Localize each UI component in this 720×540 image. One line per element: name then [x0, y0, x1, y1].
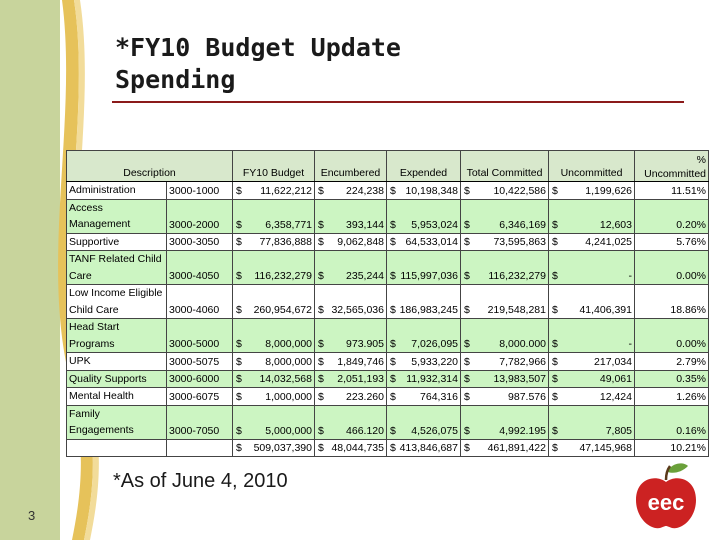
row-encumbered: 9,062,848 — [337, 236, 384, 248]
row-description: Quality Supports — [67, 370, 167, 388]
row-expended-cell — [387, 285, 461, 319]
row-total-committed: 13,983,507 — [493, 373, 546, 385]
currency-symbol: $ — [552, 304, 558, 316]
row-encumbered-cell — [315, 199, 387, 233]
row-pct-uncommitted: 11.51% — [635, 182, 709, 200]
row-uncommitted-cell — [549, 285, 635, 319]
row-uncommitted-cell — [549, 370, 635, 388]
row-uncommitted: 217,034 — [594, 355, 632, 368]
currency-symbol: $ — [390, 218, 396, 231]
row-description: Low Income Eligible Child Care — [67, 285, 167, 319]
row-description: Family Engagements — [67, 405, 167, 439]
row-expended: 4,526,075 — [411, 424, 458, 437]
currency-symbol: $ — [390, 270, 396, 282]
header-expended: Expended — [387, 151, 461, 182]
currency-symbol: $ — [236, 304, 242, 316]
row-expended: 7,026,095 — [411, 338, 458, 350]
slide-title-line-2: Spending — [115, 65, 236, 94]
row-uncommitted: 12,424 — [599, 390, 632, 403]
row-total-committed: 7,782,966 — [499, 355, 546, 368]
row-total-committed: 219,548,281 — [487, 304, 546, 316]
row-uncommitted: 12,603 — [599, 218, 632, 231]
currency-symbol: $ — [464, 390, 470, 403]
page-number: 3 — [28, 508, 36, 523]
row-expended-cell — [387, 251, 461, 285]
logo-leaf-icon — [668, 463, 688, 472]
totals-expended: 413,846,687 — [399, 441, 458, 454]
row-account-code: 3000-2000 — [167, 199, 233, 233]
currency-symbol: $ — [236, 373, 242, 385]
row-uncommitted: - — [628, 270, 632, 282]
currency-symbol: $ — [390, 441, 396, 454]
table-body — [67, 182, 709, 440]
row-budget-cell — [233, 370, 315, 388]
totals-encumbered-cell — [315, 439, 387, 456]
header-pct-symbol: % — [696, 154, 706, 166]
totals-budget: 509,037,390 — [253, 441, 312, 454]
currency-symbol: $ — [390, 236, 396, 248]
row-budget: 5,000,000 — [265, 424, 312, 437]
currency-symbol: $ — [464, 373, 470, 385]
currency-symbol: $ — [552, 236, 558, 248]
row-expended: 764,316 — [420, 390, 458, 403]
row-budget: 6,358,771 — [265, 218, 312, 231]
row-pct-uncommitted: 0.20% — [635, 199, 709, 233]
row-expended-cell — [387, 199, 461, 233]
currency-symbol: $ — [464, 304, 470, 316]
currency-symbol: $ — [390, 184, 396, 197]
row-budget-cell — [233, 353, 315, 371]
row-total-committed: 4,992.195 — [499, 424, 546, 437]
header-description: Description — [67, 151, 233, 182]
row-budget-cell — [233, 319, 315, 353]
row-total-committed: 73,595,863 — [493, 236, 546, 248]
row-encumbered: 466.120 — [346, 424, 384, 437]
currency-symbol: $ — [390, 390, 396, 403]
row-encumbered-cell — [315, 405, 387, 439]
row-budget-cell — [233, 405, 315, 439]
table-row — [67, 353, 709, 371]
row-encumbered: 973.905 — [346, 338, 384, 350]
header-fy10-budget: FY10 Budget — [233, 151, 315, 182]
row-encumbered: 223.260 — [346, 390, 384, 403]
totals-desc-blank — [67, 439, 167, 456]
row-total-committed-cell — [461, 251, 549, 285]
row-encumbered: 393,144 — [346, 218, 384, 231]
row-encumbered-cell — [315, 233, 387, 251]
currency-symbol: $ — [236, 270, 242, 282]
currency-symbol: $ — [318, 373, 324, 385]
currency-symbol: $ — [236, 390, 242, 403]
row-account-code: 3000-5000 — [167, 319, 233, 353]
currency-symbol: $ — [390, 373, 396, 385]
row-uncommitted-cell — [549, 319, 635, 353]
row-encumbered-cell — [315, 319, 387, 353]
currency-symbol: $ — [236, 218, 242, 231]
currency-symbol: $ — [552, 355, 558, 368]
row-total-committed-cell — [461, 182, 549, 200]
currency-symbol: $ — [464, 441, 470, 454]
row-pct-uncommitted: 0.00% — [635, 319, 709, 353]
totals-pct: 10.21% — [635, 439, 709, 456]
row-expended-cell — [387, 319, 461, 353]
currency-symbol: $ — [552, 218, 558, 231]
row-budget: 11,622,212 — [260, 184, 312, 197]
row-uncommitted-cell — [549, 405, 635, 439]
currency-symbol: $ — [464, 270, 470, 282]
row-account-code: 3000-6000 — [167, 370, 233, 388]
row-expended-cell — [387, 370, 461, 388]
currency-symbol: $ — [464, 236, 470, 248]
row-description: Supportive — [67, 233, 167, 251]
row-total-committed: 6,346,169 — [499, 218, 546, 231]
slide-title — [115, 32, 675, 96]
footnote: *As of June 4, 2010 — [113, 470, 288, 492]
currency-symbol: $ — [236, 441, 242, 454]
row-budget-cell — [233, 285, 315, 319]
row-expended: 5,933,220 — [411, 355, 458, 368]
row-total-committed: 116,232,279 — [488, 270, 546, 282]
row-description: TANF Related Child Care — [67, 251, 167, 285]
row-budget-cell — [233, 182, 315, 200]
row-encumbered: 32,565,036 — [331, 304, 384, 316]
currency-symbol: $ — [464, 424, 470, 437]
currency-symbol: $ — [552, 270, 558, 282]
table-row — [67, 405, 709, 439]
currency-symbol: $ — [464, 184, 470, 197]
totals-encumbered: 48,044,735 — [331, 441, 384, 454]
currency-symbol: $ — [318, 424, 324, 437]
totals-budget-cell — [233, 439, 315, 456]
currency-symbol: $ — [318, 184, 324, 197]
totals-total-committed-cell — [461, 439, 549, 456]
table-row — [67, 251, 709, 285]
logo-stem-icon — [666, 466, 670, 480]
row-account-code: 3000-1000 — [167, 182, 233, 200]
row-description: Access Management — [67, 199, 167, 233]
row-budget: 260,954,672 — [253, 304, 312, 316]
row-budget: 1,000,000 — [265, 390, 312, 403]
row-total-committed-cell — [461, 319, 549, 353]
row-budget: 8,000,000 — [265, 338, 312, 350]
logo-text: eec — [647, 490, 685, 515]
row-uncommitted-cell — [549, 199, 635, 233]
table-row — [67, 370, 709, 388]
row-total-committed: 10,422,586 — [493, 184, 546, 197]
currency-symbol: $ — [236, 338, 242, 350]
row-budget-cell — [233, 233, 315, 251]
row-pct-uncommitted: 18.86% — [635, 285, 709, 319]
row-budget-cell — [233, 199, 315, 233]
row-budget: 116,232,279 — [254, 270, 312, 282]
row-pct-uncommitted: 0.35% — [635, 370, 709, 388]
row-uncommitted: 4,241,025 — [585, 236, 632, 248]
row-budget: 8,000,000 — [265, 355, 312, 368]
table-row — [67, 233, 709, 251]
currency-symbol: $ — [552, 390, 558, 403]
totals-expended-cell — [387, 439, 461, 456]
row-expended-cell — [387, 405, 461, 439]
row-uncommitted-cell — [549, 251, 635, 285]
row-total-committed: 8,000.000 — [499, 338, 546, 350]
row-total-committed: 987.576 — [508, 390, 546, 403]
header-encumbered: Encumbered — [315, 151, 387, 182]
row-budget-cell — [233, 251, 315, 285]
row-expended: 11,932,314 — [406, 373, 458, 385]
currency-symbol: $ — [552, 441, 558, 454]
currency-symbol: $ — [236, 236, 242, 248]
row-total-committed-cell — [461, 199, 549, 233]
totals-code-blank — [167, 439, 233, 456]
table-row — [67, 285, 709, 319]
currency-symbol: $ — [390, 304, 396, 316]
currency-symbol: $ — [318, 355, 324, 368]
row-total-committed-cell — [461, 405, 549, 439]
row-expended-cell — [387, 233, 461, 251]
row-account-code: 3000-4050 — [167, 251, 233, 285]
row-expended: 64,533,014 — [405, 236, 458, 248]
row-pct-uncommitted: 0.00% — [635, 251, 709, 285]
row-encumbered-cell — [315, 353, 387, 371]
row-expended: 5,953,024 — [411, 218, 458, 231]
header-pct-uncommitted — [635, 151, 709, 182]
row-account-code: 3000-6075 — [167, 388, 233, 406]
currency-symbol: $ — [236, 184, 242, 197]
row-uncommitted-cell — [549, 353, 635, 371]
header-pct-label: Uncommitted — [644, 168, 706, 180]
row-budget-cell — [233, 388, 315, 406]
currency-symbol: $ — [318, 270, 324, 282]
totals-total-committed: 461,891,422 — [487, 441, 546, 454]
row-expended: 10,198,348 — [405, 184, 458, 197]
row-description: Mental Health — [67, 388, 167, 406]
row-uncommitted-cell — [549, 388, 635, 406]
row-expended: 186,983,245 — [399, 304, 458, 316]
row-expended-cell — [387, 353, 461, 371]
currency-symbol: $ — [390, 355, 396, 368]
row-encumbered-cell — [315, 285, 387, 319]
row-account-code: 3000-7050 — [167, 405, 233, 439]
currency-symbol: $ — [464, 355, 470, 368]
row-uncommitted: - — [628, 338, 632, 350]
row-description: UPK — [67, 353, 167, 371]
row-uncommitted-cell — [549, 182, 635, 200]
row-encumbered-cell — [315, 251, 387, 285]
currency-symbol: $ — [390, 338, 396, 350]
currency-symbol: $ — [464, 338, 470, 350]
row-pct-uncommitted: 1.26% — [635, 388, 709, 406]
table-row — [67, 199, 709, 233]
currency-symbol: $ — [552, 373, 558, 385]
row-pct-uncommitted: 5.76% — [635, 233, 709, 251]
row-budget: 14,032,568 — [259, 373, 312, 385]
totals-uncommitted: 47,145,968 — [579, 441, 632, 454]
row-description: Head Start Programs — [67, 319, 167, 353]
row-pct-uncommitted: 2.79% — [635, 353, 709, 371]
totals-row — [67, 439, 709, 456]
currency-symbol: $ — [236, 424, 242, 437]
totals-uncommitted-cell — [549, 439, 635, 456]
currency-symbol: $ — [318, 441, 324, 454]
table-row — [67, 388, 709, 406]
row-uncommitted-cell — [549, 233, 635, 251]
header-total-committed: Total Committed — [461, 151, 549, 182]
eec-apple-logo — [630, 460, 702, 532]
currency-symbol: $ — [318, 236, 324, 248]
row-budget: 77,836,888 — [259, 236, 312, 248]
row-expended-cell — [387, 388, 461, 406]
title-divider — [112, 101, 684, 103]
row-total-committed-cell — [461, 233, 549, 251]
row-encumbered-cell — [315, 388, 387, 406]
currency-symbol: $ — [552, 338, 558, 350]
row-uncommitted: 41,406,391 — [579, 304, 632, 316]
row-encumbered: 235,244 — [346, 270, 384, 282]
row-pct-uncommitted: 0.16% — [635, 405, 709, 439]
currency-symbol: $ — [552, 184, 558, 197]
budget-table — [66, 150, 709, 457]
table-row — [67, 182, 709, 200]
table-row — [67, 319, 709, 353]
row-total-committed-cell — [461, 388, 549, 406]
currency-symbol: $ — [236, 355, 242, 368]
row-encumbered: 2,051,193 — [337, 373, 384, 385]
row-account-code: 3000-3050 — [167, 233, 233, 251]
currency-symbol: $ — [464, 218, 470, 231]
row-total-committed-cell — [461, 353, 549, 371]
row-uncommitted: 49,061 — [599, 373, 632, 385]
row-encumbered: 224,238 — [346, 184, 384, 197]
row-expended: 115,997,036 — [400, 270, 458, 282]
row-total-committed-cell — [461, 370, 549, 388]
row-uncommitted: 7,805 — [605, 424, 632, 437]
row-account-code: 3000-4060 — [167, 285, 233, 319]
currency-symbol: $ — [318, 304, 324, 316]
currency-symbol: $ — [552, 424, 558, 437]
row-encumbered-cell — [315, 370, 387, 388]
row-encumbered: 1,849,746 — [337, 355, 384, 368]
currency-symbol: $ — [318, 338, 324, 350]
slide-title-line-1: *FY10 Budget Update — [115, 33, 401, 62]
row-expended-cell — [387, 182, 461, 200]
header-uncommitted: Uncommitted — [549, 151, 635, 182]
row-total-committed-cell — [461, 285, 549, 319]
currency-symbol: $ — [318, 218, 324, 231]
row-description: Administration — [67, 182, 167, 200]
currency-symbol: $ — [318, 390, 324, 403]
row-account-code: 3000-5075 — [167, 353, 233, 371]
currency-symbol: $ — [390, 424, 396, 437]
row-uncommitted: 1,199,626 — [585, 184, 632, 197]
row-encumbered-cell — [315, 182, 387, 200]
table-header-row — [67, 151, 709, 182]
